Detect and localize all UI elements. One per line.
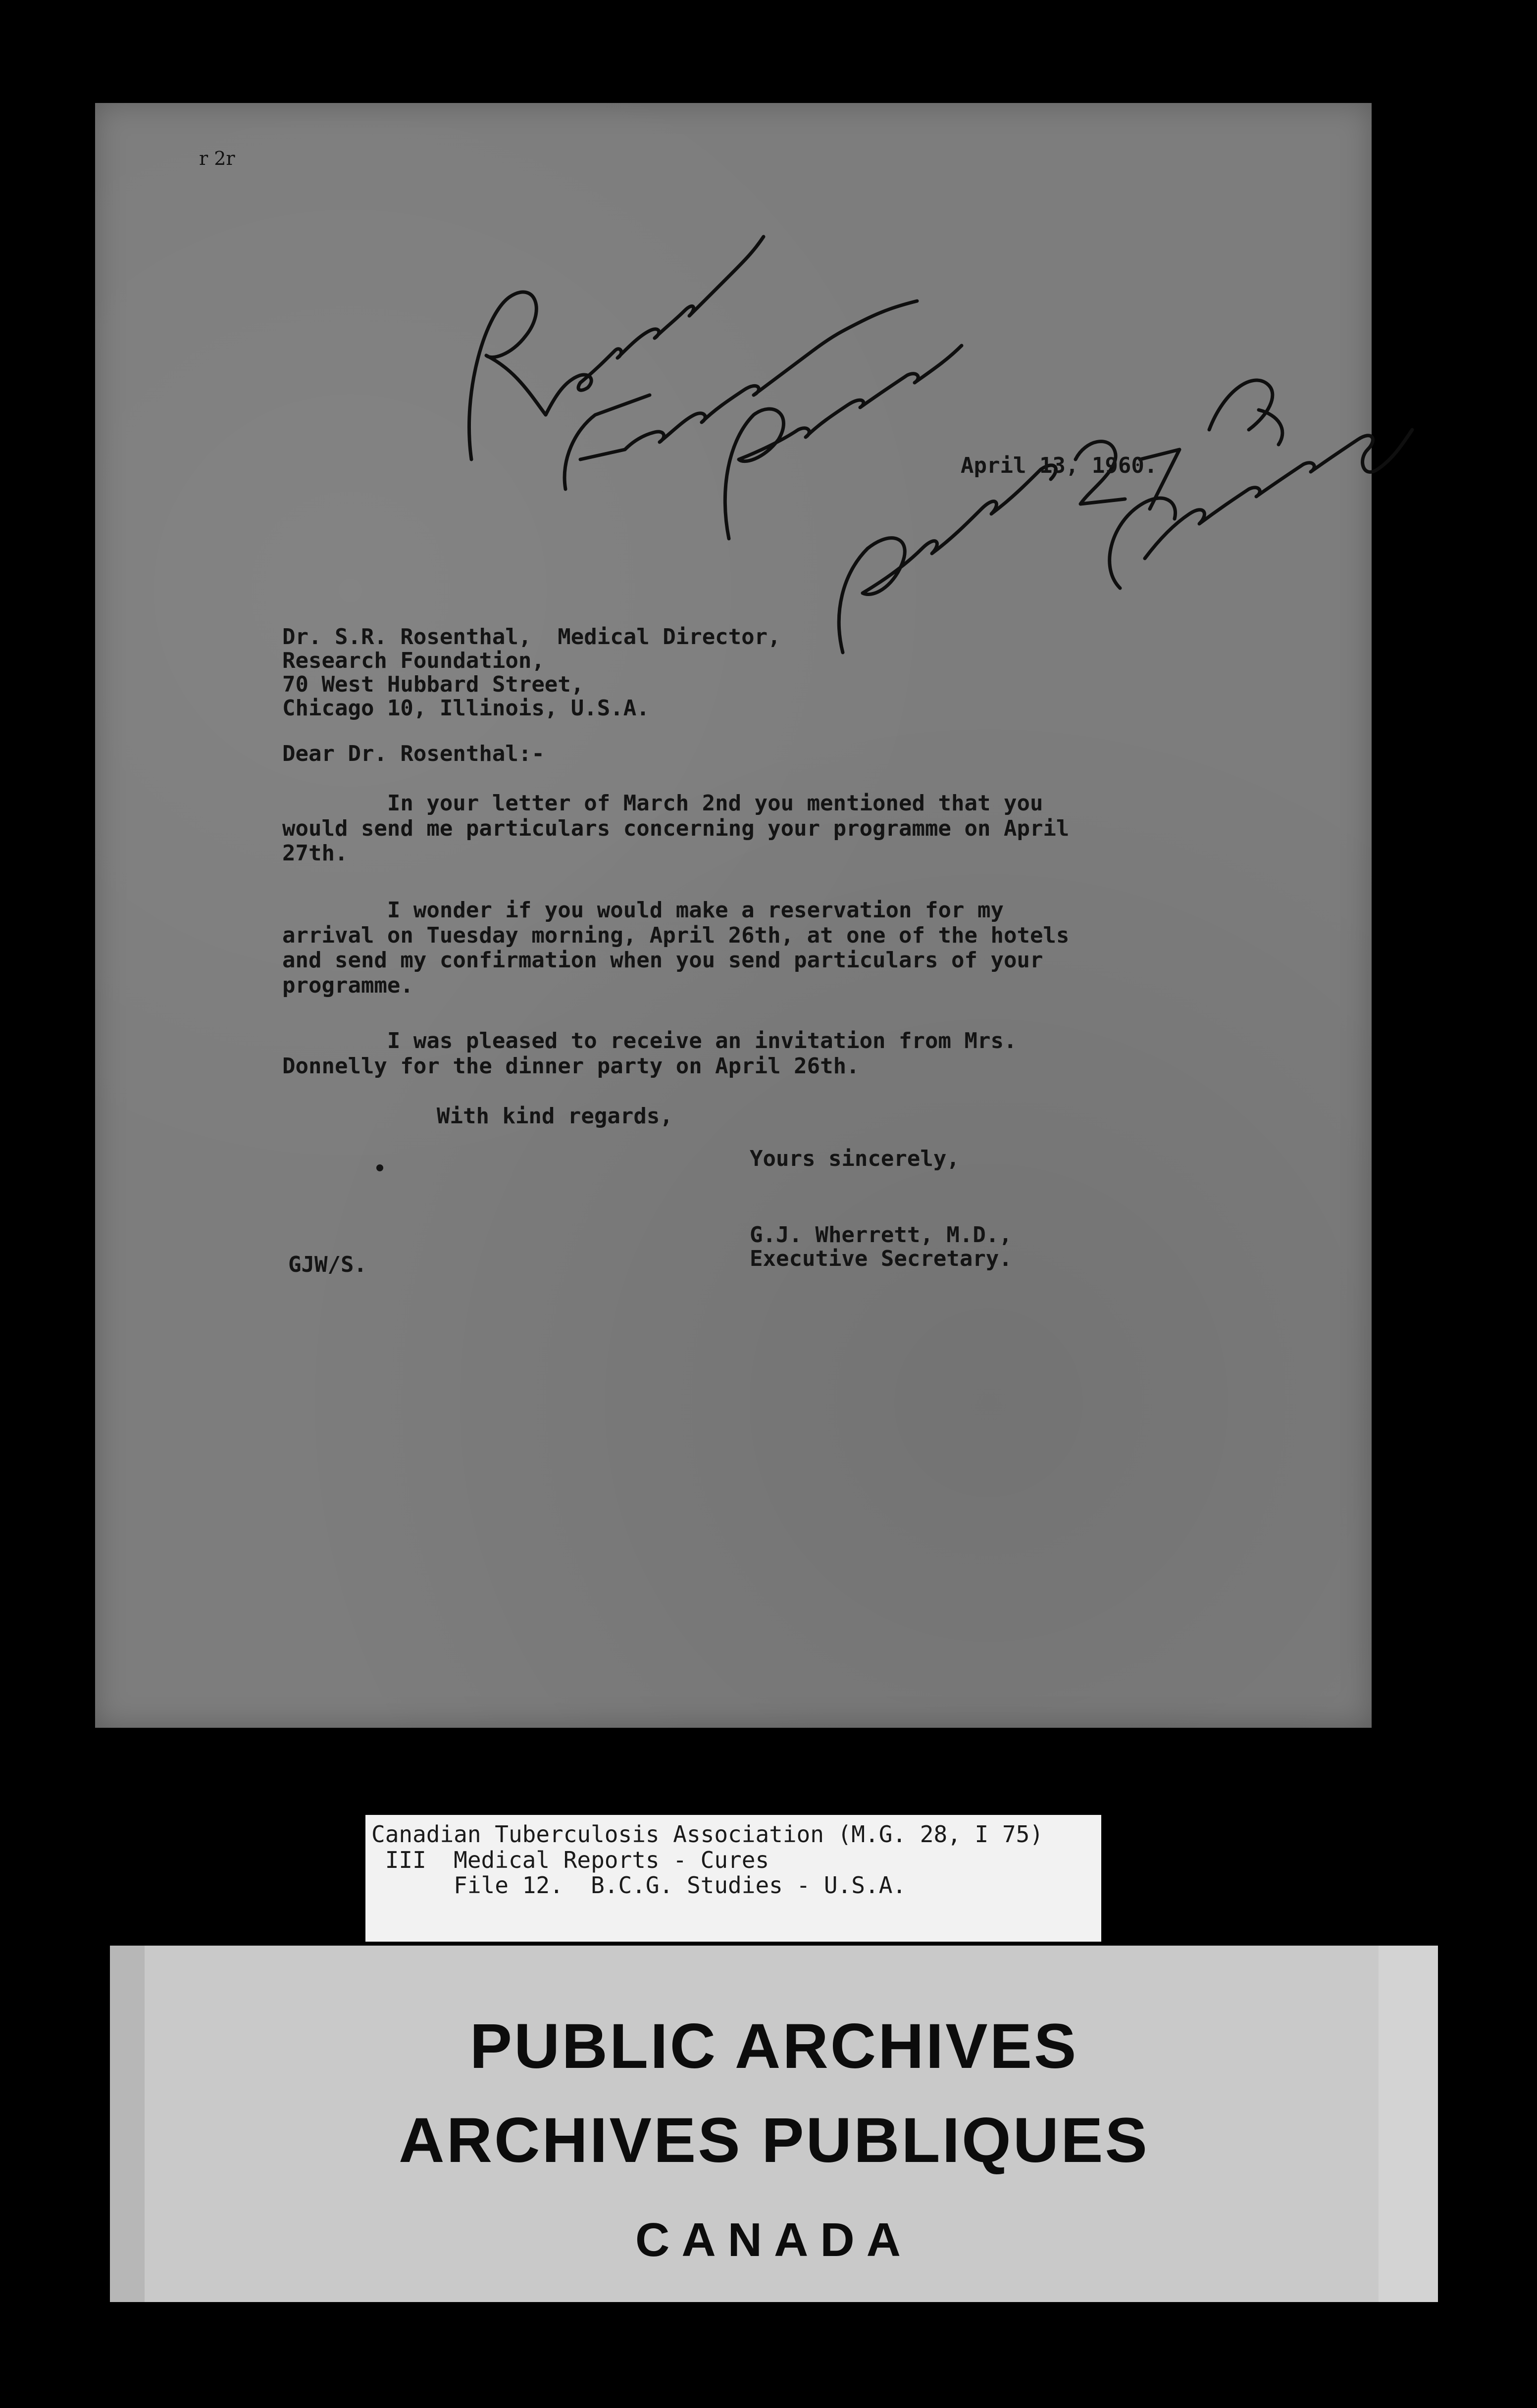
ink-dot — [376, 1164, 383, 1171]
address-line: Dr. S.R. Rosenthal, Medical Director, — [282, 624, 781, 650]
signature-name: G.J. Wherrett, M.D., — [750, 1222, 1012, 1248]
public-archives-banner — [110, 1946, 1438, 2302]
reference-initials: GJW/S. — [288, 1252, 367, 1277]
reference-line: Canadian Tuberculosis Association (M.G. 28, I 75) — [371, 1821, 1044, 1848]
address-line: Research Foundation, — [282, 648, 545, 673]
archive-country: CANADA — [635, 2213, 913, 2266]
corner-mark: r 2r — [199, 148, 235, 169]
closing-regards: With kind regards, — [437, 1104, 673, 1129]
address-line: 70 West Hubbard Street, — [282, 672, 584, 697]
reference-line: File 12. B.C.G. Studies - U.S.A. — [371, 1872, 907, 1899]
letter-date: April 13, 1960. — [961, 453, 1158, 478]
reference-label-text — [371, 1822, 1043, 1899]
body-paragraph: In your letter of March 2nd you mentioned that you would send me particulars concerning your programme on April 27th. — [282, 791, 1070, 866]
body-paragraph: I wonder if you would make a reservation for my arrival on Tuesday morning, April 26th, at one of the hotels and send my confirmation when you send particulars of your programme. — [282, 898, 1070, 998]
reference-line: III Medical Reports - Cures — [371, 1846, 769, 1873]
salutation: Dear Dr. Rosenthal:- — [282, 741, 545, 766]
sign-off: Yours sincerely, — [750, 1146, 960, 1171]
signature-title: Executive Secretary. — [750, 1246, 1012, 1271]
archive-reference-label — [365, 1815, 1101, 1942]
body-paragraph: I was pleased to receive an invitation from Mrs. Donnelly for the dinner party on April 26th. — [282, 1028, 1017, 1079]
archive-title-french: ARCHIVES PUBLIQUES — [399, 2105, 1149, 2176]
letter-sheet — [95, 103, 1372, 1728]
archive-title-english: PUBLIC ARCHIVES — [469, 2011, 1078, 2082]
address-line: Chicago 10, Illinois, U.S.A. — [282, 696, 650, 721]
